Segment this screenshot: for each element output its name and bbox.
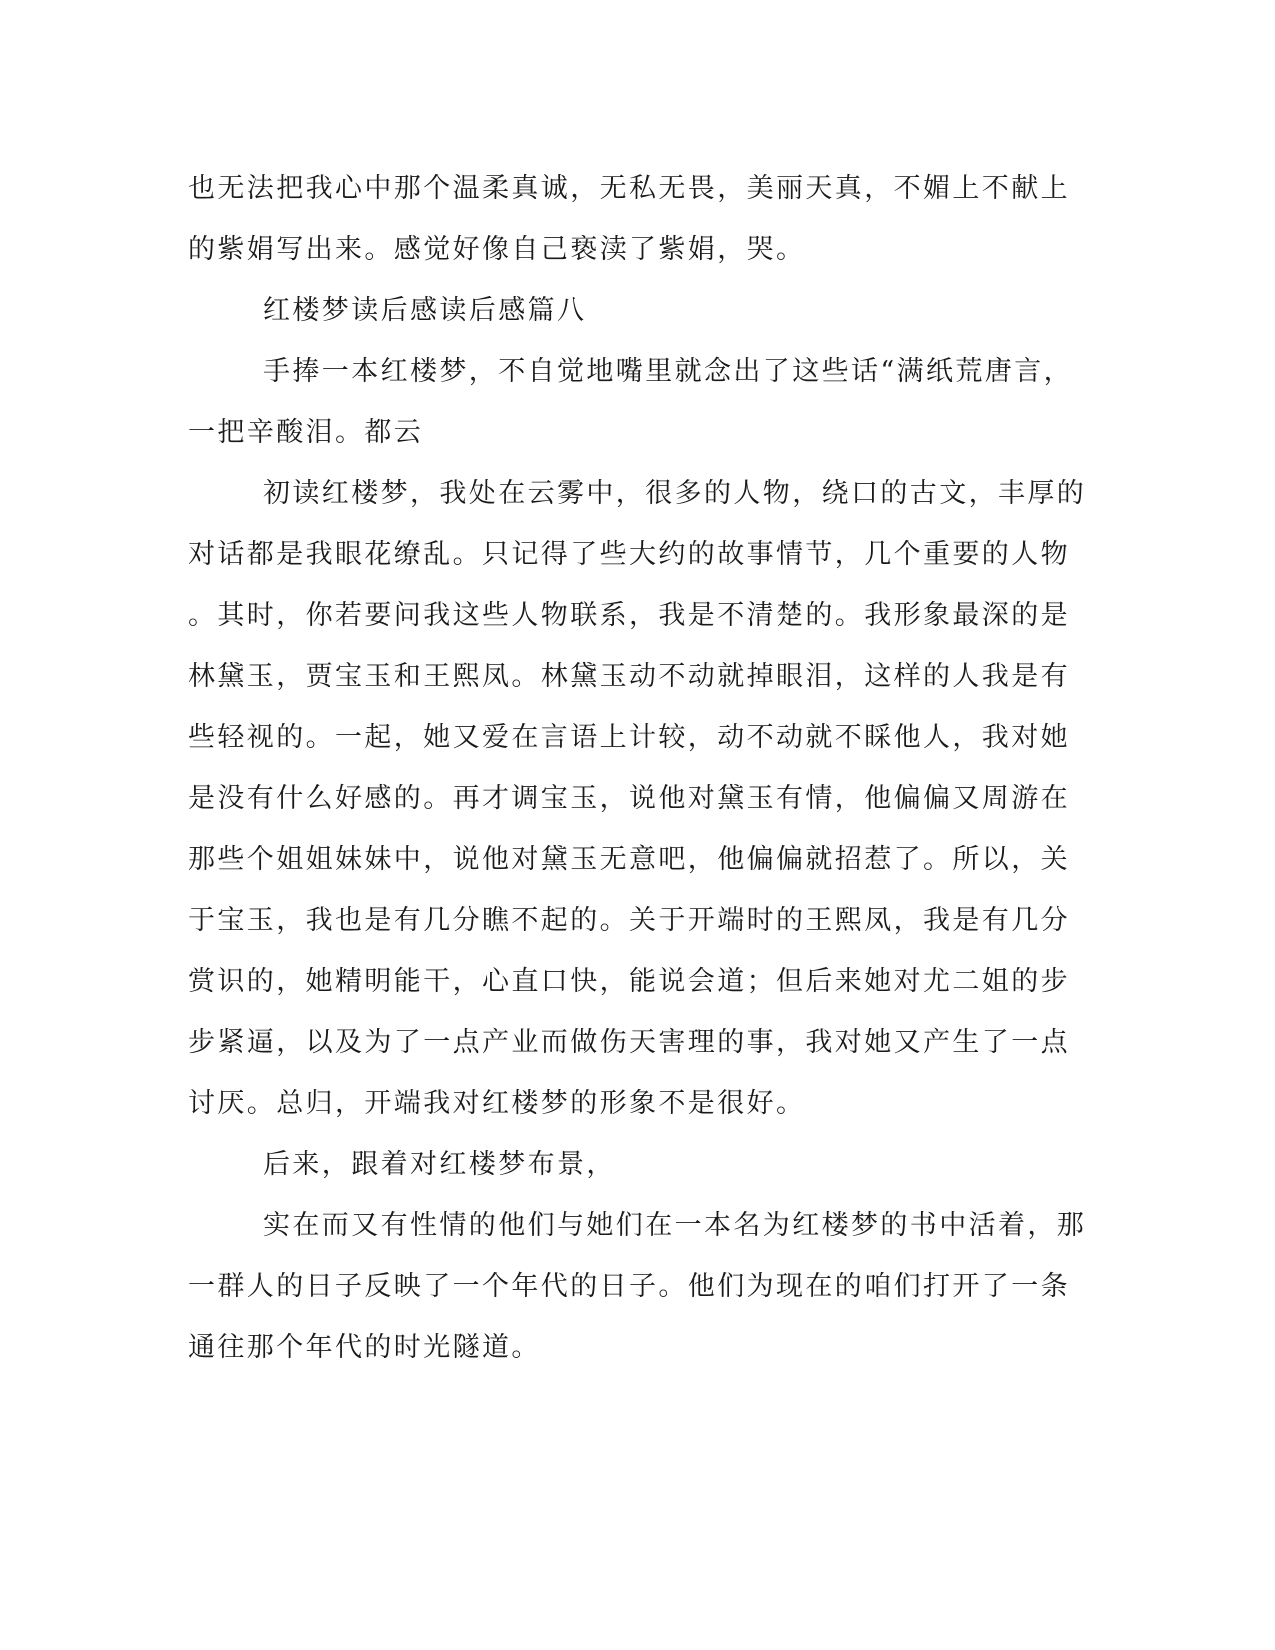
section-heading: 红楼梦读后感读后感篇八 — [263, 295, 587, 326]
text-line: 些轻视的。一起，她又爱在言语上计较，动不动就不睬他人，我对她 — [188, 722, 1070, 753]
text-line: 实在而又有性情的他们与她们在一本名为红楼梦的书中活着，那 — [263, 1210, 1087, 1241]
text-line: 对话都是我眼花缭乱。只记得了些大约的故事情节，几个重要的人物 — [188, 539, 1070, 570]
paragraph-4 — [188, 463, 1087, 1134]
text-line: 也无法把我心中那个温柔真诚，无私无畏，美丽天真，不媚上不献上 — [188, 173, 1070, 204]
paragraph-1 — [188, 158, 1068, 280]
document-body — [188, 158, 1087, 1378]
text-line: 赏识的，她精明能干，心直口快，能说会道；但后来她对尤二姐的步 — [188, 966, 1070, 997]
paragraph-5 — [188, 1134, 1068, 1195]
text-line: 是没有什么好感的。再才调宝玉，说他对黛玉有情，他偏偏又周游在 — [188, 783, 1070, 814]
paragraph-3 — [188, 341, 1074, 463]
text-line: 的紫娟写出来。感觉好像自己亵渎了紫娟，哭。 — [188, 234, 806, 265]
text-line: 手捧一本红楼梦，不自觉地嘴里就念出了这些话“满纸荒唐言， — [263, 356, 1074, 387]
text-line: 初读红楼梦，我处在云雾中，很多的人物，绕口的古文，丰厚的 — [263, 478, 1087, 509]
paragraph-2-section-heading — [188, 280, 1068, 341]
text-line: 。其时，你若要问我这些人物联系，我是不清楚的。我形象最深的是 — [188, 600, 1070, 631]
text-line: 一群人的日子反映了一个年代的日子。他们为现在的咱们打开了一条 — [188, 1271, 1070, 1302]
paragraph-6 — [188, 1195, 1087, 1378]
text-line: 步紧逼，以及为了一点产业而做伤天害理的事，我对她又产生了一点 — [188, 1027, 1070, 1058]
text-line: 林黛玉，贾宝玉和王熙凤。林黛玉动不动就掉眼泪，这样的人我是有 — [188, 661, 1070, 692]
text-line: 后来，跟着对红楼梦布景， — [263, 1149, 616, 1180]
text-line: 一把辛酸泪。都云 — [188, 417, 424, 448]
text-line: 讨厌。总归，开端我对红楼梦的形象不是很好。 — [188, 1088, 806, 1119]
text-line: 通往那个年代的时光隧道。 — [188, 1332, 541, 1363]
text-line: 那些个姐姐妹妹中，说他对黛玉无意吧，他偏偏就招惹了。所以，关 — [188, 844, 1070, 875]
text-line: 于宝玉，我也是有几分瞧不起的。关于开端时的王熙凤，我是有几分 — [188, 905, 1070, 936]
